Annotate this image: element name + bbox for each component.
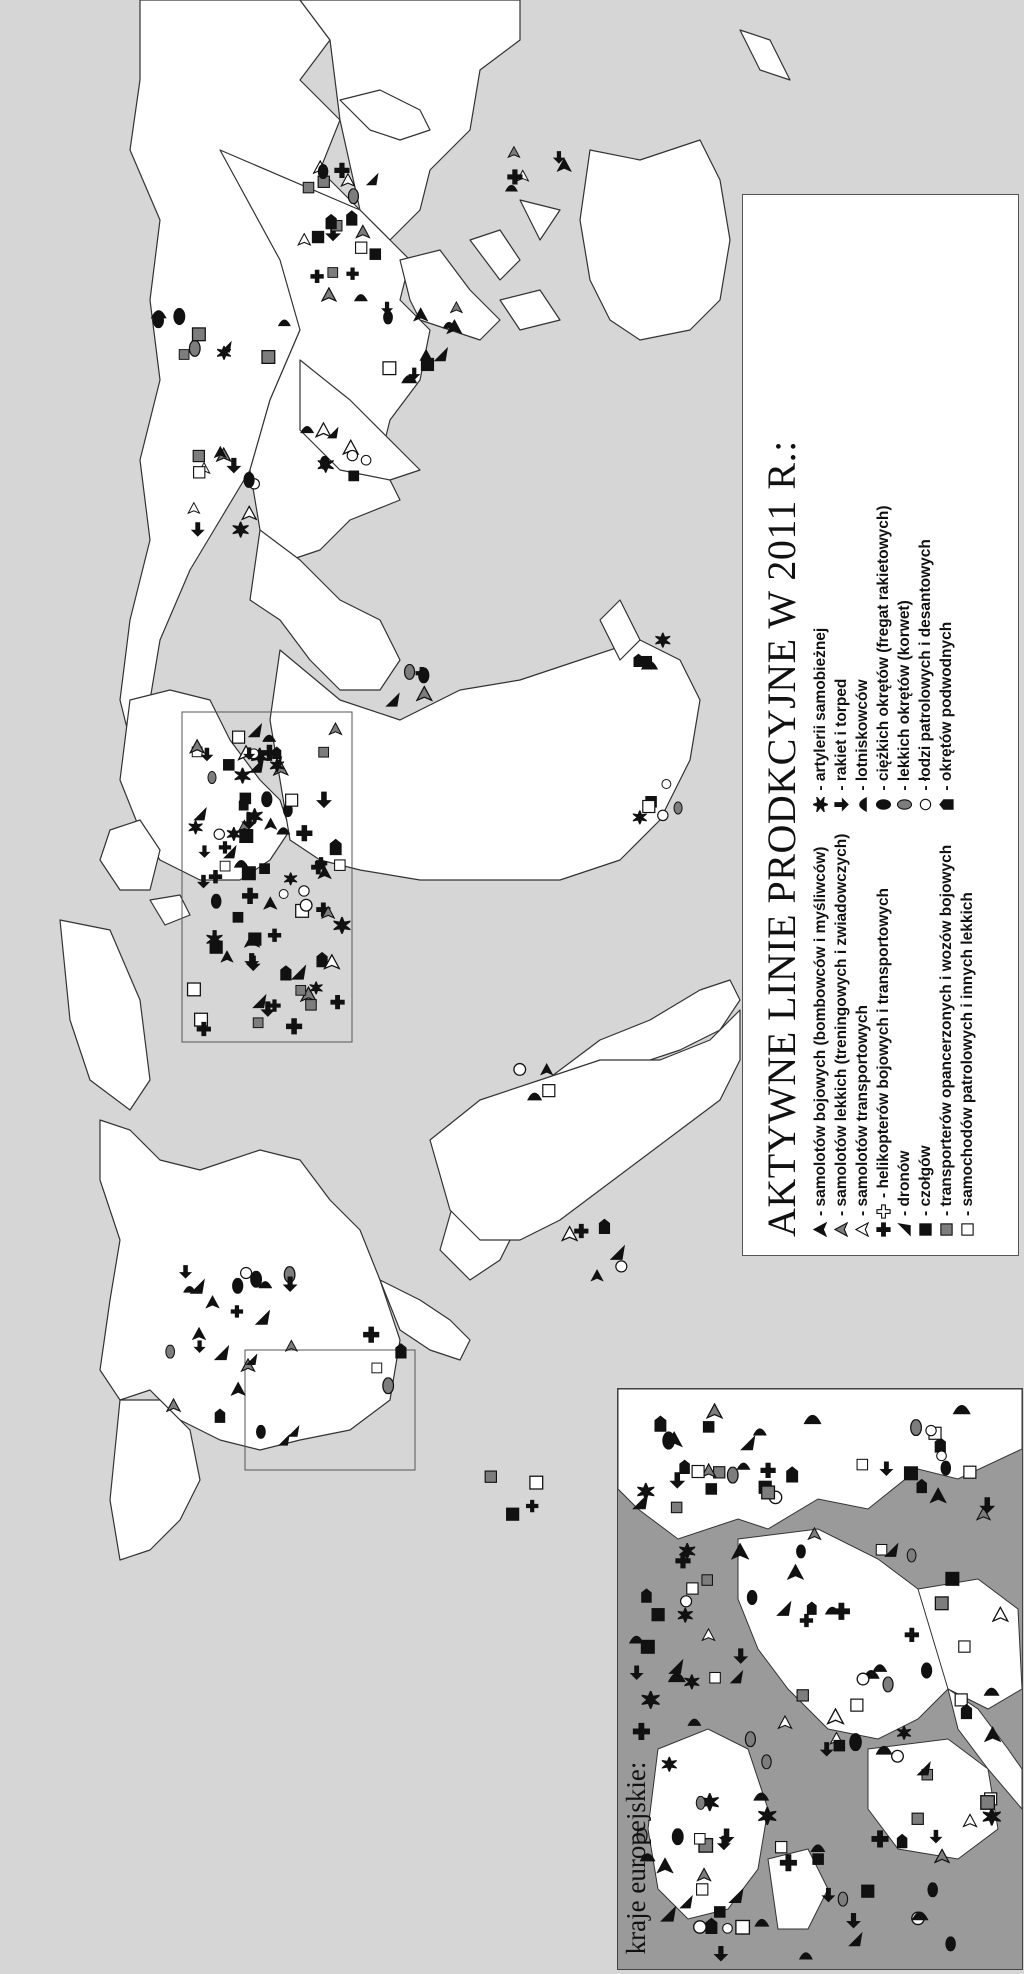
white-square-symbol bbox=[692, 1466, 704, 1478]
white-circle-symbol bbox=[241, 1268, 252, 1279]
gray-square-symbol bbox=[193, 450, 204, 461]
europe-inset-map bbox=[618, 1389, 1022, 1969]
inset-central-europe bbox=[738, 1529, 958, 1739]
black-sub-symbol bbox=[897, 1835, 906, 1848]
legend-item-icons bbox=[918, 1222, 933, 1237]
legend-item-icons bbox=[939, 797, 954, 812]
black-square-symbol bbox=[233, 912, 243, 922]
gray-square-symbol bbox=[319, 747, 329, 757]
legend-item bbox=[853, 834, 872, 1237]
black-sub-symbol bbox=[396, 1344, 406, 1358]
gray-ellipse-symbol bbox=[762, 1755, 771, 1769]
legend-item bbox=[958, 834, 977, 1237]
gray-ellipse-symbol bbox=[745, 1732, 755, 1747]
legend-item bbox=[937, 834, 956, 1237]
black-sub-symbol bbox=[917, 1479, 926, 1492]
white-square-symbol bbox=[710, 1672, 721, 1683]
legend-item-label: - samolotów bojowych (bombowców i myśliwców) bbox=[811, 846, 829, 1216]
legend-item-label: - rakiet i torped bbox=[832, 678, 850, 791]
gray-square-symbol bbox=[296, 985, 306, 995]
white-square-symbol bbox=[372, 1363, 382, 1373]
legend-item-icons bbox=[855, 1222, 870, 1237]
white-square-symbol bbox=[286, 794, 298, 806]
legend-content bbox=[748, 199, 1012, 1251]
black-square-symbol bbox=[507, 1508, 519, 1520]
black-carrier-symbol bbox=[688, 1719, 700, 1725]
black-ellipse-symbol bbox=[419, 668, 429, 683]
legend-item-icons bbox=[897, 797, 912, 812]
gray-ellipse-symbol bbox=[883, 1677, 893, 1692]
white-circle-symbol bbox=[857, 1673, 869, 1685]
black-wedge-symbol bbox=[731, 1672, 742, 1683]
black-sub-symbol bbox=[961, 1705, 971, 1719]
black-carrier-symbol bbox=[800, 1953, 812, 1959]
gray-delta-icon bbox=[834, 1222, 849, 1237]
legend-item-label: - helikopterów bojowych i transportowych bbox=[874, 887, 892, 1198]
black-carrier-icon bbox=[855, 797, 870, 812]
gray-square-symbol bbox=[912, 1813, 923, 1824]
legend-item-label: - ciężkich okrętów (fregat rakietowych) bbox=[874, 505, 892, 791]
legend-panel bbox=[742, 194, 1019, 1256]
black-square-symbol bbox=[421, 358, 433, 370]
white-square-symbol bbox=[695, 1834, 706, 1845]
black-square-symbol bbox=[862, 1885, 874, 1897]
legend-item-label: - łodzi patrolowych i desantowych bbox=[916, 539, 934, 791]
black-sub-symbol bbox=[239, 798, 248, 810]
black-sub-symbol bbox=[706, 1918, 717, 1933]
black-ellipse-symbol bbox=[747, 1590, 756, 1604]
black-ellipse-icon bbox=[876, 797, 891, 812]
black-arrow-icon bbox=[834, 797, 849, 812]
black-wedge-icon bbox=[897, 1222, 912, 1237]
white-delta-symbol bbox=[702, 1629, 714, 1640]
white-square-symbol bbox=[543, 1085, 555, 1097]
black-carrier-symbol bbox=[755, 1919, 768, 1926]
white-circle-symbol bbox=[514, 1064, 526, 1076]
black-arrow-symbol bbox=[631, 1666, 642, 1679]
legend-item-icons bbox=[855, 797, 870, 812]
gray-ellipse-symbol bbox=[838, 1892, 847, 1906]
white-square-symbol bbox=[736, 1920, 750, 1934]
legend-item-icons bbox=[918, 797, 933, 812]
black-ellipse-symbol bbox=[257, 1425, 266, 1438]
black-star-symbol bbox=[642, 1691, 660, 1709]
white-circle-symbol bbox=[214, 829, 224, 839]
white-square-symbol bbox=[194, 467, 205, 478]
black-square-symbol bbox=[706, 1484, 717, 1495]
legend-item-icons bbox=[834, 797, 849, 812]
gray-square-symbol bbox=[262, 351, 275, 364]
gray-ellipse-symbol bbox=[383, 1378, 394, 1394]
legend-item-label: - dronów bbox=[895, 1150, 913, 1216]
legend-item-icons bbox=[876, 1204, 891, 1237]
white-delta-icon bbox=[855, 1222, 870, 1237]
white-delta-symbol bbox=[778, 1716, 791, 1728]
legend-item-icons bbox=[834, 1222, 849, 1237]
white-cross-icon bbox=[876, 1204, 891, 1219]
gray-ellipse-symbol bbox=[727, 1467, 738, 1483]
gray-ellipse-symbol bbox=[696, 1796, 705, 1809]
black-sub-symbol bbox=[642, 1589, 651, 1602]
white-square-symbol bbox=[188, 983, 201, 996]
black-delta-icon bbox=[813, 1222, 828, 1237]
black-wedge-symbol bbox=[850, 1934, 862, 1946]
white-circle-symbol bbox=[892, 1750, 904, 1762]
black-square-symbol bbox=[349, 471, 359, 481]
black-star-symbol bbox=[678, 1608, 693, 1623]
gray-ellipse-symbol bbox=[348, 189, 358, 204]
white-circle-symbol bbox=[926, 1425, 936, 1435]
black-ellipse-symbol bbox=[850, 1734, 861, 1751]
gray-square-symbol bbox=[702, 1575, 713, 1586]
legend-item-icons bbox=[813, 1222, 828, 1237]
white-square-symbol bbox=[857, 1459, 868, 1470]
black-sub-symbol bbox=[655, 1416, 666, 1431]
white-circle-symbol bbox=[723, 1923, 733, 1933]
gray-square-symbol bbox=[193, 328, 206, 341]
legend-item-icons bbox=[876, 797, 891, 812]
white-square-symbol bbox=[530, 1476, 543, 1489]
white-square-symbol bbox=[776, 1842, 787, 1853]
gray-square-symbol bbox=[306, 1000, 317, 1011]
black-wedge-symbol bbox=[670, 1661, 683, 1674]
black-ellipse-symbol bbox=[251, 1271, 262, 1287]
legend-item bbox=[832, 834, 851, 1237]
black-ellipse-symbol bbox=[262, 792, 272, 807]
legend-item bbox=[853, 505, 872, 811]
legend-item bbox=[874, 505, 893, 811]
legend-item bbox=[811, 505, 830, 811]
black-square-symbol bbox=[370, 249, 381, 260]
legend-title: AKTYWNE LINIE PRODKCYJNE W 2011 R.: bbox=[759, 440, 804, 1237]
black-carrier-symbol bbox=[811, 1845, 824, 1852]
gray-ellipse-symbol bbox=[166, 1345, 175, 1358]
legend-item-icons bbox=[960, 1222, 975, 1237]
black-ellipse-symbol bbox=[233, 1278, 243, 1293]
white-circle-symbol bbox=[279, 890, 288, 899]
legend-item-label: - samolotów lekkich (treningowych i zwiadowczych) bbox=[832, 833, 850, 1216]
legend-column-2 bbox=[811, 505, 977, 811]
black-square-symbol bbox=[242, 867, 255, 880]
black-wedge-symbol bbox=[662, 1907, 676, 1921]
white-circle-symbol bbox=[694, 1921, 706, 1933]
white-square-symbol bbox=[383, 362, 396, 375]
black-square-symbol bbox=[652, 1609, 664, 1621]
black-square-symbol bbox=[813, 1854, 824, 1865]
legend-columns bbox=[811, 199, 977, 1237]
legend-item-label: - lekkich okrętów (korwet) bbox=[895, 600, 913, 791]
white-circle-symbol bbox=[662, 780, 671, 789]
black-ellipse-symbol bbox=[946, 1937, 955, 1951]
black-sub-symbol bbox=[317, 953, 327, 967]
legend-item-label: - czołgów bbox=[916, 1145, 934, 1216]
gray-square-symbol bbox=[935, 1597, 948, 1610]
black-cross-symbol bbox=[872, 1831, 888, 1847]
black-square-symbol bbox=[224, 760, 235, 771]
black-ellipse-symbol bbox=[797, 1545, 806, 1558]
gray-square-symbol bbox=[671, 1502, 682, 1513]
legend-item bbox=[895, 505, 914, 811]
black-ellipse-symbol bbox=[174, 309, 185, 325]
gray-square-symbol bbox=[303, 182, 314, 193]
black-sub-symbol bbox=[347, 211, 357, 225]
legend-item-icons bbox=[813, 797, 828, 812]
gray-square-symbol bbox=[981, 1796, 995, 1810]
black-sub-symbol bbox=[215, 1409, 224, 1422]
gray-ellipse-symbol bbox=[674, 802, 682, 814]
black-carrier-symbol bbox=[630, 1636, 643, 1643]
white-square-symbol bbox=[876, 1544, 887, 1555]
legend-item bbox=[916, 834, 935, 1237]
white-circle-symbol bbox=[658, 810, 668, 820]
black-ellipse-symbol bbox=[212, 894, 221, 908]
black-cross-symbol bbox=[634, 1724, 650, 1740]
black-arrow-symbol bbox=[735, 1649, 747, 1663]
black-square-symbol bbox=[905, 1467, 918, 1480]
legend-item bbox=[811, 834, 830, 1237]
gray-ellipse-icon bbox=[897, 797, 912, 812]
white-circle-symbol bbox=[937, 1451, 947, 1461]
white-square-icon bbox=[960, 1222, 975, 1237]
inset-label: kraje europejskie: bbox=[621, 1761, 651, 1955]
gray-square-symbol bbox=[762, 1486, 775, 1499]
gray-ellipse-symbol bbox=[907, 1549, 916, 1562]
gray-ellipse-symbol bbox=[208, 771, 216, 783]
black-sub-symbol bbox=[326, 215, 336, 229]
europe-inset bbox=[617, 1388, 1023, 1970]
white-square-symbol bbox=[851, 1699, 863, 1711]
legend-item bbox=[895, 834, 914, 1237]
white-circle-symbol bbox=[300, 899, 312, 911]
gray-square-symbol bbox=[253, 1018, 263, 1028]
white-square-symbol bbox=[687, 1583, 698, 1594]
white-square-symbol bbox=[233, 731, 245, 743]
legend-item-icons bbox=[939, 1222, 954, 1237]
black-cross-icon bbox=[876, 1222, 891, 1237]
white-circle-symbol bbox=[347, 450, 357, 460]
black-sub-symbol bbox=[330, 840, 341, 855]
gray-square-symbol bbox=[797, 1690, 808, 1701]
legend-item-label: - artylerii samobieżnej bbox=[811, 627, 829, 791]
black-ellipse-symbol bbox=[672, 1829, 683, 1845]
white-square-symbol bbox=[955, 1694, 967, 1706]
white-circle-symbol bbox=[299, 886, 309, 896]
black-ellipse-symbol bbox=[922, 1663, 932, 1678]
black-arrow-symbol bbox=[821, 1743, 832, 1756]
white-square-symbol bbox=[335, 860, 346, 871]
black-sub-symbol bbox=[787, 1467, 798, 1482]
black-square-symbol bbox=[834, 1740, 845, 1751]
black-star-symbol bbox=[684, 1674, 699, 1689]
black-sub-symbol bbox=[273, 747, 281, 758]
legend-item-label: - transporterów opancerzonych i wozów bojowych bbox=[937, 844, 955, 1216]
black-ellipse-symbol bbox=[928, 1883, 937, 1897]
black-square-symbol bbox=[703, 1422, 714, 1433]
black-square-symbol bbox=[240, 830, 253, 843]
black-ellipse-symbol bbox=[318, 165, 327, 179]
black-sub-symbol bbox=[807, 1602, 816, 1614]
gray-square-icon bbox=[939, 1222, 954, 1237]
gray-square-symbol bbox=[328, 268, 338, 278]
black-square-symbol bbox=[641, 1640, 654, 1653]
black-square-symbol bbox=[312, 231, 323, 242]
black-ellipse-symbol bbox=[384, 311, 393, 324]
white-square-symbol bbox=[643, 801, 655, 813]
black-arrow-symbol bbox=[715, 1947, 727, 1961]
black-sub-symbol bbox=[680, 1460, 689, 1473]
white-square-symbol bbox=[959, 1641, 970, 1652]
black-sub-symbol bbox=[599, 1219, 609, 1233]
black-square-symbol bbox=[260, 864, 270, 874]
legend-item-label: - samolotów transportowych bbox=[853, 1005, 871, 1216]
black-sub-symbol bbox=[935, 1438, 945, 1452]
white-circle-symbol bbox=[616, 1261, 627, 1272]
gray-ellipse-symbol bbox=[189, 340, 200, 356]
white-circle-icon bbox=[918, 797, 933, 812]
legend-item bbox=[874, 834, 893, 1237]
white-circle-symbol bbox=[361, 455, 371, 465]
gray-ellipse-symbol bbox=[911, 1420, 922, 1436]
white-square-symbol bbox=[964, 1466, 976, 1478]
gray-ellipse-symbol bbox=[405, 664, 415, 679]
black-square-symbol bbox=[946, 1572, 959, 1585]
white-square-symbol bbox=[356, 242, 367, 253]
black-ellipse-symbol bbox=[244, 472, 254, 487]
gray-square-symbol bbox=[179, 350, 189, 360]
legend-item-label: - lotniskowców bbox=[853, 679, 871, 791]
legend-item-label: - okrętów podwodnych bbox=[937, 621, 955, 791]
black-square-icon bbox=[918, 1222, 933, 1237]
black-sub-symbol bbox=[281, 966, 291, 980]
black-delta-symbol bbox=[931, 1488, 946, 1502]
black-arrow-symbol bbox=[848, 1914, 860, 1928]
gray-square-symbol bbox=[485, 1471, 496, 1482]
white-square-symbol bbox=[220, 861, 230, 871]
black-square-symbol bbox=[715, 1907, 726, 1918]
black-ellipse-symbol bbox=[153, 313, 163, 328]
white-circle-symbol bbox=[681, 1596, 692, 1607]
black-star-icon bbox=[813, 797, 828, 812]
legend-item bbox=[832, 505, 851, 811]
black-wedge-symbol bbox=[886, 1544, 898, 1556]
black-sub-icon bbox=[939, 797, 954, 812]
white-square-symbol bbox=[697, 1884, 708, 1895]
legend-item-label: - samochodów patrolowych i innych lekkich bbox=[958, 892, 976, 1216]
black-ellipse-symbol bbox=[941, 1461, 950, 1475]
legend-column-1 bbox=[811, 834, 977, 1237]
legend-item bbox=[937, 505, 956, 811]
black-sub-symbol bbox=[634, 654, 643, 666]
legend-item-icons bbox=[897, 1222, 912, 1237]
black-carrier-symbol bbox=[669, 1674, 685, 1682]
legend-item bbox=[916, 505, 935, 811]
